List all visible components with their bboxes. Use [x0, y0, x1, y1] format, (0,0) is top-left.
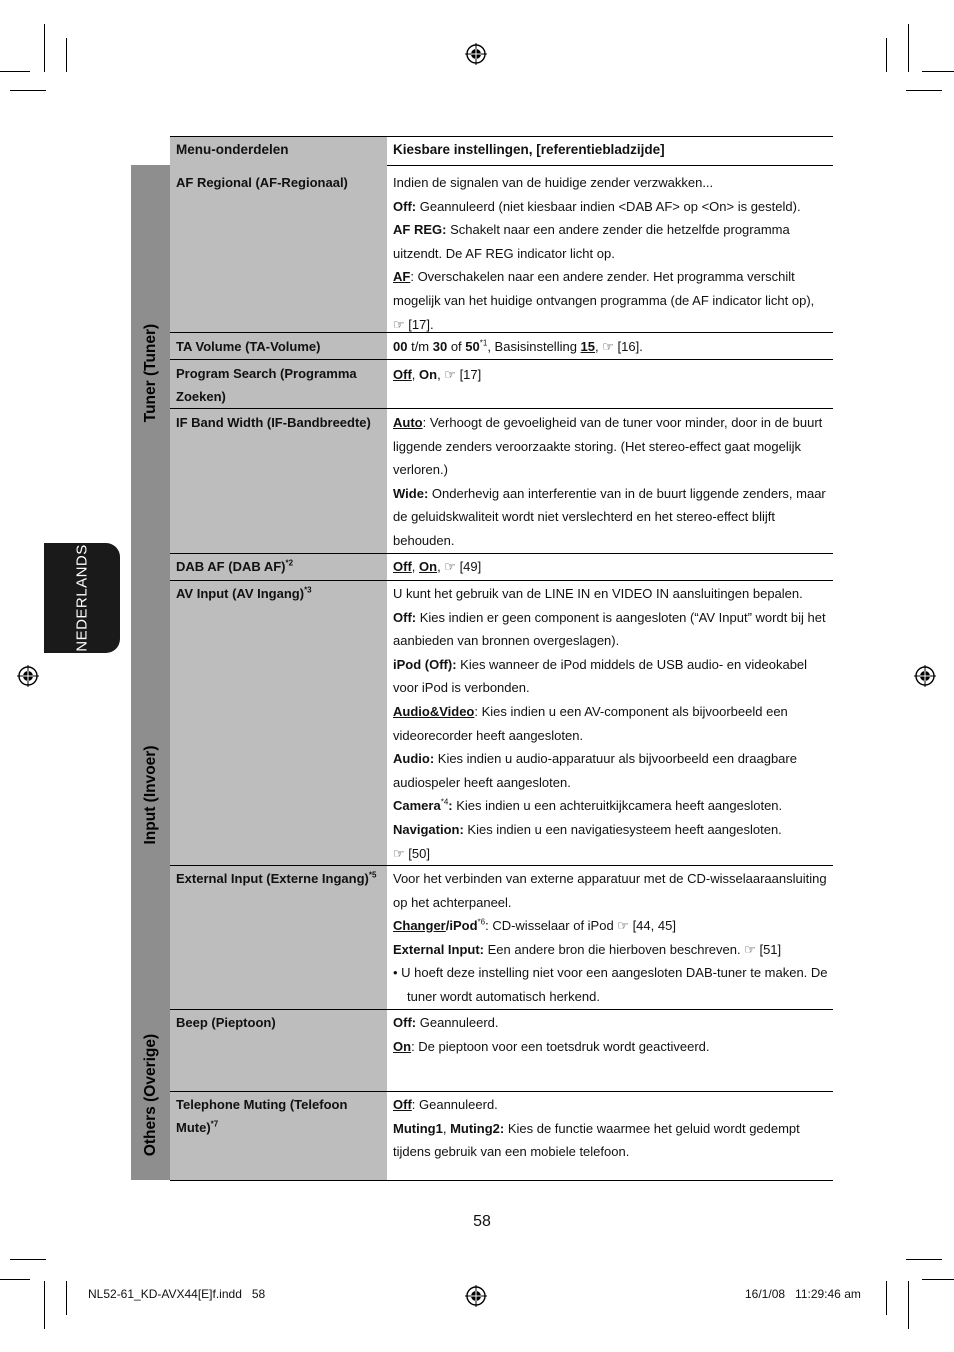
header-menu-label: Menu-onderdelen [176, 142, 289, 157]
settings-cell [393, 363, 829, 387]
table-row-telephone-muting [170, 1092, 833, 1181]
registration-mark-icon [17, 665, 39, 687]
crop-mark [908, 1281, 909, 1329]
option-text: , [442, 1120, 451, 1136]
option-key: External Input: [393, 941, 485, 957]
option-key: Navigation: [393, 821, 464, 837]
crop-mark [0, 1279, 30, 1280]
menu-item-cell [170, 1092, 387, 1180]
crop-mark [922, 71, 954, 72]
option-text: Een andere bron die hierboven beschreven. ☞ [51] [484, 941, 782, 957]
settings-cell [393, 582, 829, 865]
option-text: Kies de functie waarmee het geluid wordt gedempt tijdens gebruik van een mobiele telefoon. [393, 1120, 800, 1160]
menu-item-name: TA Volume (TA-Volume) [176, 339, 321, 354]
option-key: Audio: [393, 751, 435, 767]
option-key: Off: [393, 609, 417, 625]
crop-mark [906, 1259, 942, 1260]
menu-item-cell [170, 554, 387, 580]
option-text: , Basisinstelling [487, 339, 581, 354]
registration-mark-icon [465, 1285, 487, 1307]
section-tuner-label: Tuner (Tuner) [141, 323, 159, 422]
header-menu-cell [170, 137, 387, 165]
option-key: Off: [393, 1015, 417, 1030]
option-key: Off [393, 1097, 412, 1112]
option-text: , ☞ [16]. [595, 339, 643, 354]
option-text: , [411, 367, 420, 382]
option-text: : CD-wisselaar of iPod ☞ [44, 45] [485, 918, 676, 934]
crop-mark [10, 1259, 46, 1260]
menu-item-name: AF Regional (AF-Regionaal) [176, 175, 348, 190]
footnote-mark: *3 [304, 585, 312, 595]
reference-text: ☞ [50] [393, 845, 430, 861]
option-key: Off [393, 559, 412, 574]
footnote-mark: *7 [210, 1119, 219, 1129]
option-text: Schakelt naar een andere zender die hetzelfde programma uitzendt. De AF REG indicator licht op. [393, 222, 790, 261]
crop-mark [0, 71, 30, 72]
option-key: Changer [393, 918, 446, 934]
footnote-mark: *5 [368, 870, 377, 880]
option-text: : Kies indien u een AV-component als bijvoorbeeld een videorecorder heeft aangesloten. [393, 703, 788, 743]
section-others-label: Others (Overige) [141, 1033, 159, 1156]
option-key: 00 [393, 339, 408, 354]
section-input-label: Input (Invoer) [141, 744, 159, 845]
menu-item-cell [170, 165, 387, 332]
option-key: Off [393, 367, 412, 382]
settings-cell [393, 555, 829, 579]
section-tuner [131, 165, 170, 580]
crop-mark [66, 1281, 67, 1315]
description-text: Indien de signalen van de huidige zender verzwakken... [393, 175, 714, 190]
footnote-mark: *2 [285, 558, 294, 568]
option-key: Off: [393, 198, 417, 214]
option-key: / [445, 918, 450, 934]
option-text: Kies indien er geen component is aangesloten (“AV Input” wordt bij het aanbieden van bronnen overgeslagen). [393, 609, 826, 649]
crop-mark [44, 24, 45, 72]
menu-item-cell [170, 581, 387, 865]
option-text: Kies indien u audio-apparatuur als bijvoorbeeld een draagbare audiospeler heeft aangesloten. [393, 751, 797, 790]
option-key: iPod [449, 918, 478, 934]
option-key: 50 [465, 339, 480, 354]
table-row-if-band-width [170, 409, 833, 554]
menu-item-name: Program Search (Programma Zoeken) [176, 366, 357, 404]
table-row-external-input [170, 866, 833, 1010]
footer-file-name: NL52-61_KD-AVX44[E]f.indd 58 [88, 1287, 266, 1301]
option-key: Auto [393, 415, 423, 430]
option-key: On [419, 367, 438, 382]
crop-mark [886, 1281, 887, 1315]
option-text: : Verhoogt de gevoeligheid van de tuner voor minder, door in de buurt liggende zenders veroorzaakte storing. (Het stereo-effect gaat mogelijk verloren.) [393, 415, 823, 478]
option-key: Muting2: [450, 1120, 505, 1136]
table-row-dab-af [170, 554, 833, 581]
settings-cell [393, 411, 829, 553]
option-key: Camera [393, 798, 441, 814]
table-row-av-input [170, 581, 833, 866]
header-settings-label: Kiesbare instellingen, [referentiebladzijde] [393, 142, 665, 157]
option-key: On [393, 1038, 412, 1054]
language-tab-label: NEDERLANDS [73, 544, 91, 652]
crop-mark [908, 24, 909, 72]
section-others [131, 1009, 170, 1180]
option-text: : Overschakelen naar een andere zender. Het programma verschilt mogelijk van het huidige ontvangen programma (de AF indicator licht op), ☞ [17]. [393, 269, 815, 332]
option-text: , ☞ [49] [437, 559, 482, 574]
option-key: On [419, 559, 438, 574]
table-row-beep [170, 1010, 833, 1092]
section-input [131, 580, 170, 1009]
table-header [170, 136, 833, 166]
crop-mark [10, 90, 46, 91]
option-text: Kies wanneer de iPod middels de USB audio- en videokabel voor iPod is verbonden. [393, 656, 808, 696]
table-row-ta-volume [170, 333, 833, 360]
option-text: , [411, 559, 420, 574]
option-text: Kies indien u een achteruitkijkcamera heeft aangesloten. [452, 798, 783, 814]
settings-cell [393, 867, 829, 1009]
menu-item-name: AV Input (AV Ingang) [176, 586, 305, 601]
menu-item-cell [170, 1010, 387, 1091]
option-text: Kies indien u een navigatiesysteem heeft aangesloten. [463, 821, 782, 837]
menu-item-cell [170, 409, 387, 553]
settings-cell [393, 1093, 829, 1164]
option-key: 30 [432, 339, 448, 354]
option-key: : [448, 798, 453, 814]
option-text: , ☞ [17] [437, 367, 482, 382]
footer-date: 16/1/08 11:29:46 am [745, 1287, 861, 1301]
option-key: iPod (Off): [393, 656, 457, 672]
menu-item-name: DAB AF (DAB AF) [176, 559, 286, 574]
option-key: Wide: [393, 485, 429, 501]
footnote-mark: *1 [479, 338, 488, 348]
description-text: U kunt het gebruik van de LINE IN en VIDEO IN aansluitingen bepalen. [393, 586, 803, 601]
description-text: Voor het verbinden van externe apparatuur met de CD-wisselaaraansluiting op het achterpaneel. [393, 871, 827, 910]
crop-mark [922, 1279, 954, 1280]
language-tab [44, 543, 120, 653]
settings-cell [393, 1011, 829, 1058]
option-key: AF [393, 269, 411, 285]
footnote-mark: *4 [440, 798, 449, 808]
menu-item-name: Beep (Pieptoon) [176, 1015, 276, 1030]
menu-item-name: External Input (Externe Ingang) [176, 871, 369, 886]
crop-mark [66, 38, 67, 72]
menu-item-cell [170, 866, 387, 1009]
page-number: 58 [473, 1213, 491, 1230]
option-text: : De pieptoon voor een toetsdruk wordt geactiveerd. [411, 1038, 710, 1054]
option-text: Geannuleerd. [416, 1015, 499, 1030]
option-text: Onderhevig aan interferentie van in de buurt liggende zenders, maar de geluidskwaliteit wordt niet verslechterd en het stereo-effect blijft behouden. [393, 485, 826, 548]
header-settings-cell [387, 137, 833, 165]
note-bullet: • U hoeft deze instelling niet voor een aangesloten DAB-tuner te maken. De tuner wordt automatisch herkend. [393, 965, 828, 1004]
menu-item-cell [170, 333, 387, 359]
settings-cell [393, 335, 829, 359]
option-text: of [447, 339, 466, 354]
crop-mark [906, 90, 942, 91]
option-text: Geannuleerd (niet kiesbaar indien <DAB AF> op <On> is gesteld). [416, 198, 801, 214]
option-text: t/m [407, 339, 433, 354]
registration-mark-icon [914, 665, 936, 687]
table-row-af-regional [170, 165, 833, 333]
table-row-program-search [170, 360, 833, 409]
crop-mark [44, 1281, 45, 1329]
menu-item-name: Telephone Muting (Telefoon Mute) [176, 1097, 348, 1135]
registration-mark-icon [465, 43, 487, 65]
option-key: AF REG: [393, 222, 447, 238]
option-key: 15 [580, 339, 596, 354]
option-key: Audio&Video [393, 703, 475, 719]
menu-item-cell [170, 360, 387, 408]
menu-item-name: IF Band Width (IF-Bandbreedte) [176, 415, 371, 430]
crop-mark [886, 38, 887, 72]
settings-cell [393, 171, 829, 336]
option-text: : Geannuleerd. [411, 1097, 498, 1112]
footnote-mark: *6 [477, 917, 486, 927]
option-key: Muting1 [393, 1120, 443, 1136]
